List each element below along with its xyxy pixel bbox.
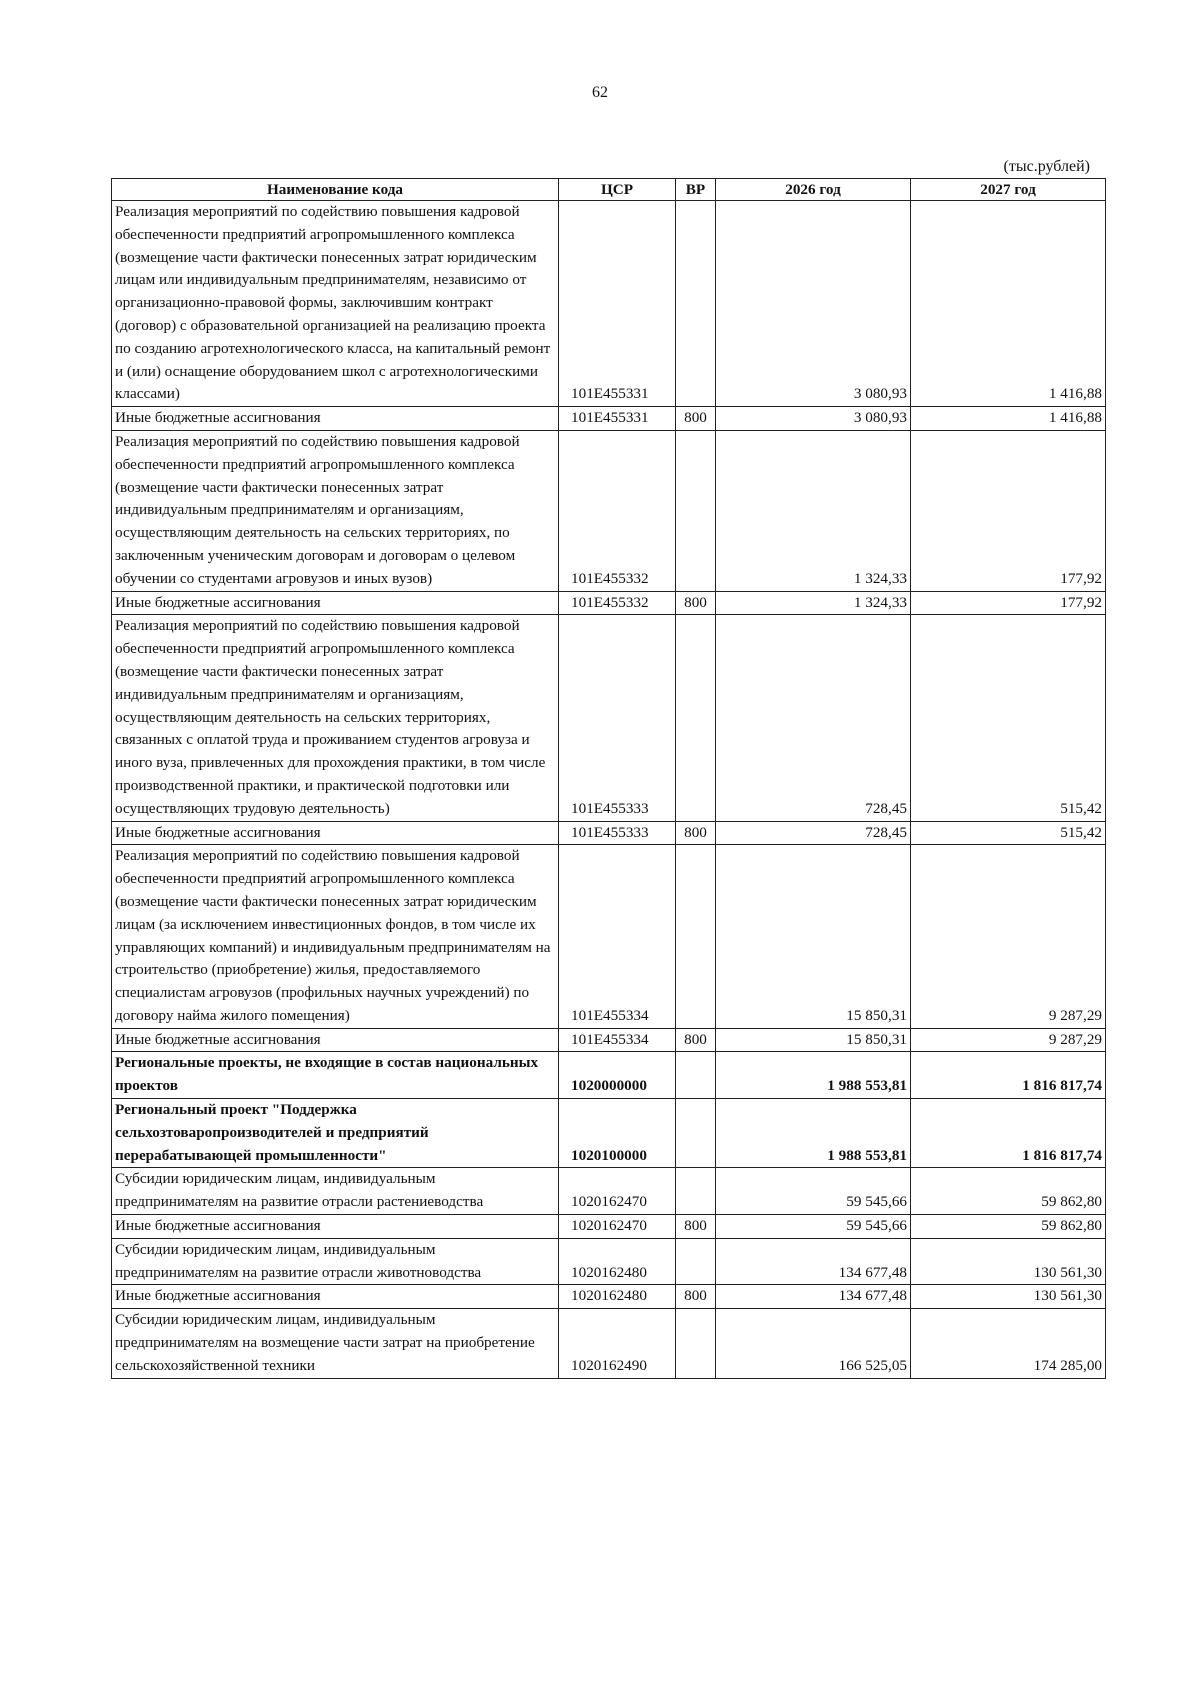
cell-2027: 9 287,29 [911, 845, 1106, 1028]
cell-2027: 174 285,00 [911, 1309, 1106, 1378]
cell-name: Реализация мероприятий по содействию повышения кадровой обеспеченности предприятий агропромышленного комплекса (возмещение части фактически понесенных затрат индивидуальным предпринимателям и организациям, осуществляющим деятельность на сельских территориях, по заключенным ученическим договорам и договорам о целевом обучении со студентами агровузов и иных вузов) [112, 430, 559, 591]
cell-2026: 15 850,31 [716, 845, 911, 1028]
cell-2027: 515,42 [911, 615, 1106, 821]
cell-name: Региональные проекты, не входящие в состав национальных проектов [112, 1052, 559, 1099]
cell-2026: 3 080,93 [716, 201, 911, 407]
cell-2026: 1 324,33 [716, 430, 911, 591]
header-2026: 2026 год [716, 179, 911, 201]
table-row [112, 1028, 1106, 1052]
cell-name: Иные бюджетные ассигнования [112, 1028, 559, 1052]
table-row [112, 845, 1106, 1028]
cell-vr: 800 [676, 821, 716, 845]
cell-2027: 177,92 [911, 591, 1106, 615]
table-row [112, 1168, 1106, 1215]
cell-2027: 1 416,88 [911, 407, 1106, 431]
table-row [112, 1238, 1106, 1285]
cell-2027: 1 816 817,74 [911, 1099, 1106, 1168]
table-row [112, 1309, 1106, 1378]
cell-csr: 101E455332 [559, 591, 676, 615]
header-csr: ЦСР [559, 179, 676, 201]
cell-csr: 101E455333 [559, 615, 676, 821]
cell-2026: 1 988 553,81 [716, 1052, 911, 1099]
cell-name: Субсидии юридическим лицам, индивидуальным предпринимателям на возмещение части затрат на приобретение сельскохозяйственной техники [112, 1309, 559, 1378]
cell-csr: 101E455333 [559, 821, 676, 845]
cell-vr [676, 430, 716, 591]
cell-vr [676, 1052, 716, 1099]
cell-2027: 177,92 [911, 430, 1106, 591]
table-row [112, 1285, 1106, 1309]
page-number: 62 [592, 84, 608, 101]
cell-name: Иные бюджетные ассигнования [112, 1285, 559, 1309]
cell-2027: 130 561,30 [911, 1238, 1106, 1285]
cell-csr: 101E455331 [559, 201, 676, 407]
cell-2027: 9 287,29 [911, 1028, 1106, 1052]
cell-name: Субсидии юридическим лицам, индивидуальным предпринимателям на развитие отрасли животноводства [112, 1238, 559, 1285]
cell-vr [676, 1309, 716, 1378]
cell-2026: 59 545,66 [716, 1168, 911, 1215]
table-row [112, 407, 1106, 431]
cell-csr: 1020162470 [559, 1215, 676, 1239]
cell-2026: 1 988 553,81 [716, 1099, 911, 1168]
table-row [112, 1215, 1106, 1239]
cell-2026: 728,45 [716, 821, 911, 845]
table-header-row [112, 179, 1106, 201]
table-row [112, 1099, 1106, 1168]
units-label: (тыс.рублей) [1003, 158, 1090, 175]
cell-vr [676, 201, 716, 407]
cell-vr: 800 [676, 407, 716, 431]
cell-2026: 134 677,48 [716, 1285, 911, 1309]
header-name: Наименование кода [112, 179, 559, 201]
header-vr: ВР [676, 179, 716, 201]
table-row [112, 1052, 1106, 1099]
table-row [112, 430, 1106, 591]
cell-2026: 728,45 [716, 615, 911, 821]
cell-name: Реализация мероприятий по содействию повышения кадровой обеспеченности предприятий агропромышленного комплекса (возмещение части фактически понесенных затрат юридическим лицам (за исключением инвестиционных фондов, в том числе их управляющих компаний) и индивидуальным предпринимателям на строительство (приобретение) жилья, предоставляемого специалистам агровузов (профильных научных учреждений) по договору найма жилого помещения) [112, 845, 559, 1028]
cell-2027: 1 416,88 [911, 201, 1106, 407]
cell-2027: 130 561,30 [911, 1285, 1106, 1309]
table-body [112, 201, 1106, 1379]
cell-csr: 101E455334 [559, 1028, 676, 1052]
cell-csr: 1020162470 [559, 1168, 676, 1215]
cell-2026: 166 525,05 [716, 1309, 911, 1378]
cell-name: Субсидии юридическим лицам, индивидуальным предпринимателям на развитие отрасли растениеводства [112, 1168, 559, 1215]
cell-vr: 800 [676, 1285, 716, 1309]
cell-vr: 800 [676, 591, 716, 615]
cell-name: Региональный проект "Поддержка сельхозтоваропроизводителей и предприятий перерабатывающей промышленности" [112, 1099, 559, 1168]
cell-csr: 1020162480 [559, 1238, 676, 1285]
header-2027: 2027 год [911, 179, 1106, 201]
cell-2026: 15 850,31 [716, 1028, 911, 1052]
cell-2026: 3 080,93 [716, 407, 911, 431]
cell-csr: 101E455332 [559, 430, 676, 591]
cell-2026: 134 677,48 [716, 1238, 911, 1285]
cell-csr: 101E455331 [559, 407, 676, 431]
cell-2026: 59 545,66 [716, 1215, 911, 1239]
cell-vr [676, 1099, 716, 1168]
cell-vr [676, 1238, 716, 1285]
cell-vr: 800 [676, 1215, 716, 1239]
table-row [112, 201, 1106, 407]
cell-2027: 59 862,80 [911, 1168, 1106, 1215]
budget-table [111, 178, 1106, 1379]
cell-csr: 1020000000 [559, 1052, 676, 1099]
cell-2027: 59 862,80 [911, 1215, 1106, 1239]
cell-name: Реализация мероприятий по содействию повышения кадровой обеспеченности предприятий агропромышленного комплекса (возмещение части фактически понесенных затрат индивидуальным предпринимателям и организациям, осуществляющим деятельность на сельских территориях, связанных с оплатой труда и проживанием студентов агровуза и иного вуза, привлеченных для прохождения практики, в том числе производственной практики, и практической подготовки или осуществляющих трудовую деятельность) [112, 615, 559, 821]
cell-2027: 1 816 817,74 [911, 1052, 1106, 1099]
cell-csr: 1020162490 [559, 1309, 676, 1378]
cell-csr: 1020162480 [559, 1285, 676, 1309]
cell-csr: 1020100000 [559, 1099, 676, 1168]
cell-2027: 515,42 [911, 821, 1106, 845]
cell-vr [676, 615, 716, 821]
cell-name: Иные бюджетные ассигнования [112, 591, 559, 615]
table-row [112, 591, 1106, 615]
cell-vr: 800 [676, 1028, 716, 1052]
cell-vr [676, 1168, 716, 1215]
cell-vr [676, 845, 716, 1028]
cell-name: Иные бюджетные ассигнования [112, 821, 559, 845]
table-row [112, 615, 1106, 821]
cell-name: Реализация мероприятий по содействию повышения кадровой обеспеченности предприятий агропромышленного комплекса (возмещение части фактически понесенных затрат юридическим лицам или индивидуальным предпринимателям, независимо от организационно-правовой формы, заключившим контракт (договор) с образовательной организацией на реализацию проекта по созданию агротехнологического класса, на капитальный ремонт и (или) оснащение оборудованием школ с агротехнологическими классами) [112, 201, 559, 407]
cell-2026: 1 324,33 [716, 591, 911, 615]
table-row [112, 821, 1106, 845]
cell-name: Иные бюджетные ассигнования [112, 1215, 559, 1239]
cell-csr: 101E455334 [559, 845, 676, 1028]
cell-name: Иные бюджетные ассигнования [112, 407, 559, 431]
